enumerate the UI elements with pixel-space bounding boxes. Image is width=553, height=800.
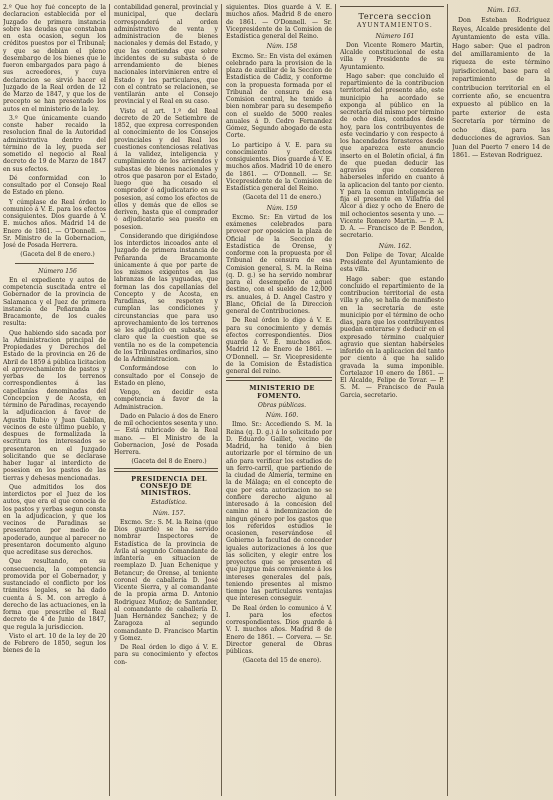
subsection-title: Estadística.: [150, 499, 187, 507]
separator: [226, 377, 332, 378]
paragraph: 3.º Que únicamente cuando conste haber recaido la resolucion final de la Autoridad administrativa dentro del término de la ley, pueda ser sometido el negocio al Real decreto de 19 de Marzo de 1847 en sus efectos.: [3, 114, 106, 173]
subsection-title: Obras públicas.: [257, 401, 307, 409]
section-heading: Tercera seccion: [358, 11, 432, 21]
gaceta-reference: (Gaceta del 15 de enero).: [242, 657, 322, 665]
column-4: [340, 4, 444, 796]
paragraph: Don Felipe de Tovar, Alcalde Presidente del Ayuntamiento de esta villa.: [340, 251, 444, 274]
gaceta-reference: (Gaceta del 11 de enero.): [242, 194, 322, 202]
article-number: Núm. 160.: [265, 412, 299, 419]
section-title: PRESIDENCIA DEL CONSEJO DE MINISTROS.: [131, 474, 207, 497]
paragraph: De Real órden lo digo á V. E. para su conocimiento y efectos con-: [114, 644, 218, 666]
separator: [114, 468, 218, 469]
paragraph: Vengo, en decidir esta competencia á favor de la Administracion.: [114, 389, 218, 411]
column-rule: [109, 4, 110, 796]
paragraph: Excmo. Sr.: En virtud de los exámenes celebrados para proveer por oposicion la plaza de Oficial de la Seccion de Estadística de Orense, y conforme con la propuesta por el Tribunal de censura de esa Comision general, S. M. la Reina (q. D. g.) se ha servido nombrar para el desempeño de aquel destino, con el sueldo de 12,000 rs. anuales, á D. Angel Castro y Blanc, Oficial de la Direccion general de Contribuciones.: [226, 213, 332, 315]
column-5: [452, 4, 550, 796]
paragraph: Ilmo. Sr.: Accediendo S. M. la Reina (q. D. g.) á lo solicitado por D. Eduardo Gaillet, vecino de Madrid, ha tenido á bien autorizarle por el término de un año para verificar los estudios de un ferro-carril, que partiendo de la ciudad de Almería, termine en la de Málaga; en el concepto de que por esta autorizacion no se confiere derecho alguno al interesado á la concesion del camino ni á indemnizacion de ningun género por los gastos que los referidos estudios le ocasionen, reservándose el Gobierno la facultad de conceder iguales autorizaciones á los que las soliciten, y elegir entre los proyectos que se presenten el que juzgue más conveniente á los intereses generales del país, teniendo presentes al mismo tiempo las particulares ventajas que interesen conseguir.: [226, 421, 332, 603]
article-number: Número 161: [375, 32, 415, 40]
paragraph: De Real órden lo comunico á V. I. para los efectos correspondientes. Dios guarde á V. I. muchos años. Madrid 8 de Enero de 1861. — Corvera. — Sr. Director general de Obras públicas.: [226, 604, 332, 655]
column-rule: [447, 4, 448, 796]
article-number: Núm. 157.: [152, 509, 186, 517]
paragraph: siguientes. Dios guarde á V. E. muchos años. Madrid 8 de enero de 1861. — O'Donnell. — Sr. Vicepresidente de la Comision de Estadística general del Reino.: [226, 4, 332, 40]
paragraph: Hago saber: que estando concluido el repartimiento de la contribucion territorial de esta villa y año, se halla de manifiesto en la secretaría de este municipio por el término de ocho dias, para que los contribuyentes puedan enterarse y deducir en el expresado término cualquier agravio que sientan habérseles inferido en la aplicacion del tanto por ciento á que ha salido gravada la suma imponible. Cortelazor 10 enero de 1861. — El Alcalde, Felipe de Tovar. — P. S. M. — Francisco de Paula Garcia, secretario.: [340, 275, 444, 399]
section-subheading: AYUNTAMIENTOS.: [356, 22, 434, 30]
paragraph: Visto el art. 10 de la ley de 20 de Febrero de 1850, segun los bienes de la: [3, 632, 106, 655]
article-number: Núm. 162.: [378, 242, 412, 250]
paragraph: Dado en Palacio á dos de Enero de mil ochocientos sesenta y uno. — Está rubricado de la Real mano. — El Ministro de la Gobernacion, José de Posada Herrera.: [114, 412, 218, 456]
paragraph: Que admitidos los dos interdictos por el Juez de los autos, que era el que conocia de los pastos y yerbas segun consta en la adjudicacion, y que los vecinos de Paradinas se presentaron por medio de apoderado, aunque al parecer no presentaron documento alguno que acreditase sus derechos.: [3, 483, 106, 556]
paragraph: Excmo. Sr.: S. M. la Reina (que Dios guarde) se ha servido nombrar Inspectores de Estadística de la provincia de Ávila al segundo Comandante de infantería en situacion de reemplazo D. Juan Echenique y Betancur; de Orense, al teniente coronel de caballería D. José Vicente Sierra, y al comandante de la propia arma D. Antonio Rodriguez Muñoz; de Santander, al comandante de caballería D. Juan Hernández Sanchez; y de Zaragoza al segundo comandante D. Francisco Martin y Gomez.: [114, 518, 218, 642]
paragraph: 2.º Que hoy fué concepto de la declaracion establecida por el Juzgado de primera instancia sobre las deudas que constaban en esta ocasion, segun los créditos puestos por el Tribunal; y que se debian el pleno desembargo de los bienes que le fueron embargados para pago á sus acreedores, y cuya declaracion se sirvió hacer el Juzgado de la Real orden de 12 de Marzo de 1847, y que los de precepto se han presentado los autos en el ministerio de la ley.: [3, 4, 106, 113]
column-rule: [221, 4, 222, 796]
column-rule: [335, 4, 336, 796]
article-number: Número 156: [38, 267, 77, 275]
article-number: Núm. 159: [266, 204, 298, 212]
paragraph: Hago saber: que concluido el repartimiento de la contribucion territorial del presente año, este municipio ha acordado se exponga al público en la secretaría del mismo por término de ocho dias, contados desde hoy, para los contribuyentes de este vecindario y con respecto á los hacendados forasteros desde que aparezca este anuncio inserto en el Boletín oficial, á fin de que puedan deducir las agravios que consideren haberseles inferido en cuanto á la aplicacion del tanto por ciento. Y para la comun inteligencia se fija el presente en Villafría del Alcor á diez y ocho de Enero de mil ochocientos sesenta y uno. — Vicente Romero Martin. — P. A. D. A. — Francisco de P. Bendon, secretario.: [340, 72, 444, 240]
paragraph: Don Vicente Romero Martin, Alcalde constitucional de esta villa y Presidente de su Ayuntamiento.: [340, 41, 444, 71]
paragraph: Dé conformidad con lo consultado por el Consejo Real de Estado en pleno.: [3, 174, 106, 197]
section-title: MINISTERIO DE FOMENTO.: [249, 384, 315, 400]
paragraph: contabilidad general, provincial y municipal, que declara corresponderá al orden administrativo de venta y administracion de bienes nacionales y demás del Estado, y que las contiendas que sobre incidentes de su subasta ó de arrendamiento de bienes nacionales intervinieren entre el Estado y los particulares, que con el contrato se relacionen, se ventilarán ante el Consejo provincial y el Real en su caso.: [114, 4, 218, 106]
separator: [15, 263, 94, 264]
article-number: Núm. 158: [266, 43, 298, 51]
paragraph: Que habiendo sido sacada por la Administracion principal de Propiedades y Derechos del Estado de la provincia en 26 de Abril de 1859 á pública licitacion el aprovechamiento de pastos y yerbas de los terrenos correspondientes á las capellanías denominadas del Concepcion y de Acosta, en término de Paradinas, recayendo la adjudicacion á favor de Agustin Rubio y Juan Gabilan, vecinos de este último pueblo, y despues de formalizada la escritura los interesados se presentaron en el Juzgado solicitando que se declarase haber lugar al interdicto de posesion en los pastos de las tierras y dehesas mencionadas.: [3, 329, 106, 482]
paragraph: Y cúmplase de Real órden lo comunico á V. E. para los efectos consiguientes. Dios guarde á V. E. muchos años. Madrid 14 de Enero de 1861. — O'Donnell. — Sr. Ministro de la Gobernacion, José de Posada Herrera.: [3, 198, 106, 249]
paragraph: Don Esteban Rodriguez Reyes, Alcalde presidente del Ayuntamiento de esta villa. Hago saber: Que el padron del amillaramiento de la riqueza de este término jurisdiccional, base para el repartimiento de la contribucion territorial en el corriente año, se encuentra expuesto al público en la parte exterior de esta Secretaría por término de ocho dias, para las deducciones de agravios. San Juan del Puerto 7 enero 14 de 1861. — Estevan Rodriguez.: [452, 17, 550, 159]
paragraph: Conformándose con lo consultado por el Consejo de Estado en pleno,: [114, 365, 218, 387]
column-2: [114, 4, 218, 796]
paragraph: Que resultando, en su consecuencia, la competencia promovida por el Gobernador, y sustanciado el conflicto por los trámites legales, se ha dado cuenta á S. M. con arreglo á derecho de las actuaciones, en la forma que prescribe el Real decreto de 4 de Junio de 1847, que regula la jurisdiccion.: [3, 558, 106, 631]
column-3: [226, 4, 332, 796]
paragraph: De Real órden lo digo á V. E. para su conocimiento y demás efectos correspondientes. Dios guarde á V. E. muchos años. Madrid 12 de Enero de 1861. — O'Donnell. — Sr. Vicepresidente de la Comision de Estadística general del reino.: [226, 317, 332, 375]
paragraph: Lo participo á V. E. para su conocimiento y efectos consiguientes. Dios guarde á V. E. muchos años. Madrid 10 de enero de 1861. — O'Donnell. — Sr. Vicepresidente de la Comision de Estadística general del Reino.: [226, 141, 332, 192]
paragraph: Excmo. Sr.: En vista del exámen celebrado para la provision de la plaza de auxiliar de la Seccion de Estadística de Cádiz, y conforme con la propuesta formada por el Tribunal de censura de esa Comision central, he tenido á bien nombrar para su desempeño con el sueldo de 5000 reales anuales á D. Cedro Fernandez Gómez, Segundo abogado de esta Corte.: [226, 52, 332, 140]
paragraph: Visto el art. 1.º del Real decreto de 20 de Setiembre de 1852, que expresa corresponden al conocimiento de los Consejos provinciales y del Real los cuestiones contenciosas relativas á la validez, inteligencia y cumplimiento de los arriendos y subastas de bienes nacionales y otros que pasaron por el Estado, luego que ha cesado el comprador ó adjudicatario en su posesion, así como los efectos de ellos y demás que de ellos se deriven, hasta que el comprador ó adjudicatario sea puesto en posesion.: [114, 107, 218, 231]
separator: [340, 6, 444, 7]
gaceta-reference: (Gaceta del 8 de enero.): [20, 251, 95, 259]
separator: [226, 380, 332, 381]
column-1: [3, 4, 106, 796]
gaceta-reference: (Gaceta del 8 de Enero.): [131, 458, 207, 466]
separator: [114, 471, 218, 472]
paragraph: Considerando que dirigiéndose los interdictos incoados ante el Juzgado de primera instancia de Peñaranda de Bracamonte únicamente á que por parte de los mismos exigentes en las labranzas de las yuguadas, que forman las dos capellanías del Concepto y de Acosta, en Paradinas, se respeten y cumplan las condiciones y circunstancias que para uso aprovechamiento de los terrenos se les adjudicó en subasta, es claro que la cuestion que se ventila no es de la competencia de los Tribunales ordinarios, sino de la Administracion.: [114, 232, 218, 363]
paragraph: En el expediente y autos de competencia suscitada entre el Gobernador de la provincia de Salamanca y el Juez de primera instancia de Peñaranda de Bracamonte, de los cuales resulta:: [3, 276, 106, 328]
article-number: Núm. 163.: [487, 7, 521, 14]
